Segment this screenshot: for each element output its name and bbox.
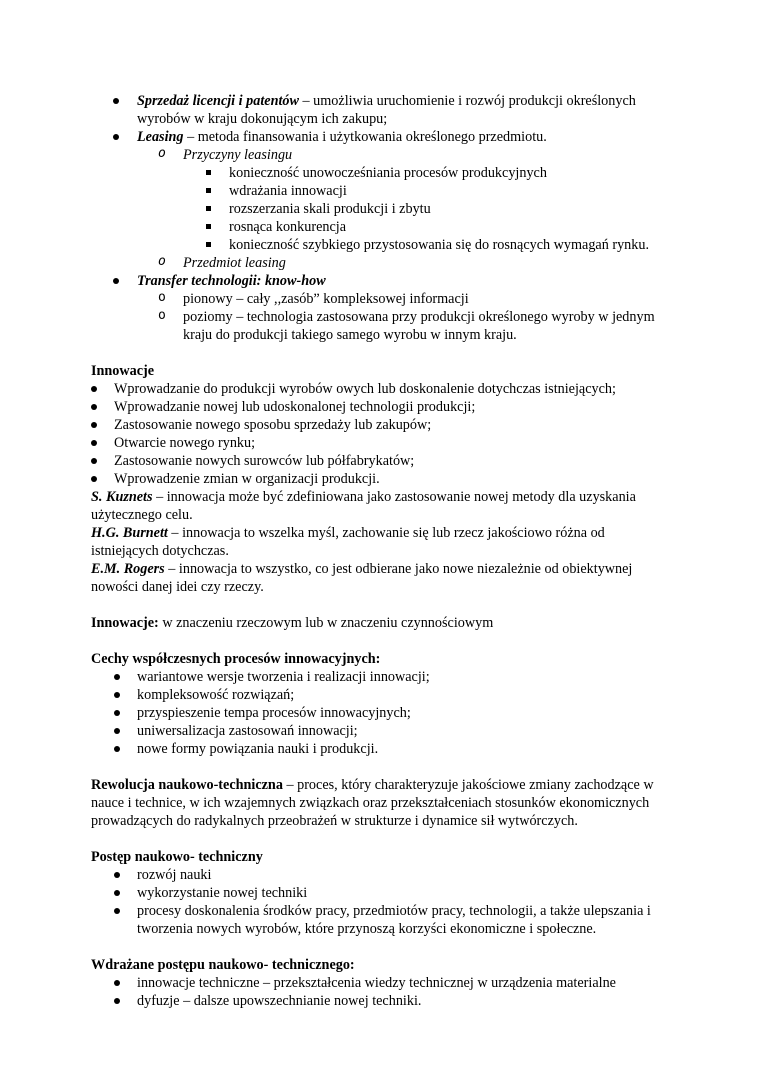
term: Leasing: [137, 129, 184, 145]
list-item: wariantowe wersje tworzenia i realizacji innowacji;: [91, 668, 671, 686]
leasing-reasons-label: o Przyczyny leasingu konieczność unowocześniania procesów produkcyjnych wdrażania innowacji rozszerzania skali produkcji i zbytu rosnąca konkurencja konieczność szybkiego przystosowania się do rosnących wymagań rynku.: [91, 146, 671, 254]
list-item: [91, 92, 671, 128]
list-item: Zastosowanie nowych surowców lub półfabrykatów;: [91, 452, 671, 470]
definition-author: S. Kuznets: [91, 489, 153, 505]
znaczenie-line: Innowacje: w znaczeniu rzeczowym lub w znaczeniu czynnościowym: [91, 615, 494, 631]
list-item: dyfuzje – dalsze upowszechnianie nowej techniki.: [91, 992, 671, 1010]
list-item: wykorzystanie nowej techniki: [91, 884, 671, 902]
list-item: [91, 272, 671, 344]
item-text: – metoda finansowania i użytkowania określonego przedmiotu.: [183, 129, 547, 145]
znaczenie-label: Innowacje:: [91, 615, 159, 631]
list-item: o poziomy – technologia zastosowana przy produkcji określonego wyroby w jednym kraju do produkcji takiego samego wyrobu w innym kraju.: [91, 308, 671, 344]
list-item: Zastosowanie nowego sposobu sprzedaży lub zakupów;: [91, 416, 671, 434]
list-item: rozwój nauki: [91, 866, 671, 884]
wdrazanie-heading: Wdrażane postępu naukowo- technicznego:: [91, 957, 355, 973]
list-item: Wprowadzanie nowej lub udoskonalonej technologii produkcji;: [91, 398, 671, 416]
list-item: uniwersalizacja zastosowań innowacji;: [91, 722, 671, 740]
list-item: procesy doskonalenia środków pracy, przedmiotów pracy, technologii, a także ulepszania i tworzenia nowych wyrobów, które przynoszą korzyści ekonomiczne i społeczne.: [91, 902, 671, 938]
innowacje-heading: Innowacje: [91, 363, 155, 379]
innowacje-list: [91, 380, 671, 488]
list-item: Wprowadzanie do produkcji wyrobów owych lub doskonalenie dotychczas istniejących;: [91, 380, 671, 398]
definition: S. Kuznets – innowacja może być zdefiniowana jako zastosowanie nowej metody dla uzyskania użytecznego celu.: [91, 489, 636, 523]
postep-list: [91, 866, 671, 938]
term: Sprzedaż licencji i patentów: [137, 93, 299, 109]
definition-author: E.M. Rogers: [91, 561, 165, 577]
leasing-sublist: [137, 146, 671, 272]
cechy-heading: Cechy współczesnych procesów innowacyjnych:: [91, 651, 381, 667]
intro-list: [91, 92, 671, 344]
list-item: o pionowy – cały ,,zasób” kompleksowej informacji: [91, 290, 671, 308]
list-item: kompleksowość rozwiązań;: [91, 686, 671, 704]
definition: H.G. Burnett – innowacja to wszelka myśl, zachowanie się lub rzecz jakościowo różna od istniejących dotychczas.: [91, 525, 605, 559]
list-item: konieczność unowocześniania procesów produkcyjnych: [91, 164, 671, 182]
term: Transfer technologii: know-how: [137, 273, 326, 289]
transfer-sublist: [137, 290, 671, 344]
rewolucja-paragraph: Rewolucja naukowo-techniczna – proces, który charakteryzuje jakościowe zmiany zachodzące w nauce i technice, w ich wzajemnych związkach oraz przekształceniach stosunków ekonomicznych prowadzących do radykalnych przeobrażeń w strukturze i dynamice sił wytwórczych.: [91, 777, 654, 829]
postep-heading: Postęp naukowo- techniczny: [91, 849, 263, 865]
list-item: wdrażania innowacji: [91, 182, 671, 200]
leasing-reasons-list: [183, 164, 671, 254]
list-item: rozszerzania skali produkcji i zbytu: [91, 200, 671, 218]
list-item: konieczność szybkiego przystosowania się do rosnących wymagań rynku.: [91, 236, 671, 254]
cechy-list: [91, 668, 671, 758]
definition: E.M. Rogers – innowacja to wszystko, co jest odbierane jako nowe niezależnie od obiektywnej nowości danej idei czy rzeczy.: [91, 561, 633, 595]
list-item: Wprowadzenie zmian w organizacji produkcji.: [91, 470, 671, 488]
rewolucja-term: Rewolucja naukowo-techniczna: [91, 777, 283, 793]
item-text: – umożliwia uruchomienie i rozwój produkcji określonych wyrobów w kraju dokonującym ich zakupu;: [137, 93, 636, 127]
list-item: [91, 128, 671, 272]
definition-author: H.G. Burnett: [91, 525, 168, 541]
leasing-subject-label: o Przedmiot leasing: [91, 254, 671, 272]
list-item: przyspieszenie tempa procesów innowacyjnych;: [91, 704, 671, 722]
list-item: rosnąca konkurencja: [91, 218, 671, 236]
list-item: innowacje techniczne – przekształcenia wiedzy technicznej w urządzenia materialne: [91, 974, 671, 992]
wdrazanie-list: [91, 974, 671, 1010]
list-item: Otwarcie nowego rynku;: [91, 434, 671, 452]
document-page: [91, 92, 671, 1010]
list-item: nowe formy powiązania nauki i produkcji.: [91, 740, 671, 758]
